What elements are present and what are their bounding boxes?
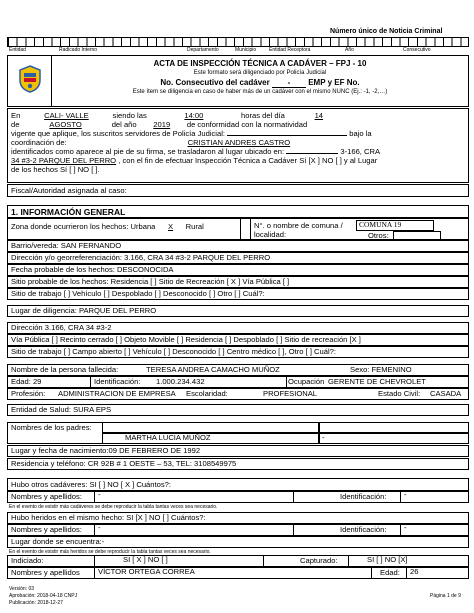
cad-nombres-label: Nombres y apellidos:	[11, 492, 82, 501]
padres-box-2	[319, 422, 469, 433]
year-field[interactable]: 2019	[153, 120, 171, 129]
prof-field[interactable]: ADMINISTRACION DE EMPRESA	[58, 389, 176, 398]
zona-line	[11, 223, 204, 232]
nacimiento-row: Lugar y fecha de nacimiento:09 DE FEBRERO DE 1992	[7, 445, 469, 457]
padre-2-field[interactable]: -	[319, 433, 469, 444]
padres-label: Nombres de los padres:	[11, 423, 92, 432]
coordinator-field[interactable]: CRISTIAN ANDRES CASTRO	[187, 138, 291, 147]
barrio-row: Barrio/vereda: SAN FERNANDO	[7, 240, 469, 252]
intro-line-7	[11, 165, 465, 175]
horas-label: horas del día	[241, 111, 285, 120]
de-label: de	[11, 120, 20, 129]
prof-label: Profesión:	[11, 389, 46, 398]
ind-edad-label: Edad:	[380, 568, 400, 577]
esc-label: Escolaridad:	[186, 389, 228, 398]
ident-field[interactable]: 1.000.234.432	[156, 377, 205, 386]
residencia-row: Residencia y teléfono: CR 92B # 1 OESTE – 53, TEL: 3108549975	[7, 458, 469, 470]
consecutivo-label: No. Consecutivo del cadáver	[160, 78, 270, 87]
inspeccion-si-no[interactable]: Sí [X ] NO [ ] y al Lugar	[299, 156, 378, 165]
ocup-label: Ocupación	[288, 377, 325, 386]
del-ano-label: del año	[111, 120, 137, 129]
nunc-code-grid	[7, 37, 469, 47]
ind-nombres-field[interactable]: VÍCTOR ORTEGA CORREA	[94, 567, 372, 579]
address-code: 3-166, CRA	[340, 147, 381, 156]
fecha-row: Fecha probable de los hechos: DESCONOCIDA	[7, 264, 469, 276]
capturado-label: Capturado:	[300, 556, 338, 565]
edad-field[interactable]: Edad: 29	[11, 377, 42, 386]
cad-nombres-field[interactable]: -	[94, 491, 294, 503]
urbana-field[interactable]: X	[167, 222, 174, 231]
cad-ident-field[interactable]: -	[400, 491, 468, 503]
her-ident-field[interactable]: -	[400, 524, 468, 536]
ocup-field[interactable]: GERENTE DE CHEVROLET	[328, 377, 426, 386]
zona-row	[7, 218, 469, 240]
consecutivo-line	[52, 78, 468, 88]
nunc-label-row	[7, 47, 469, 54]
sitio-trabajo-row-2[interactable]: Sitio de trabajo [ ] Campo abierto [ ] Vehículo [ ] Desconocido [ ] Centro médico [ ], Otro [ ] Cuál?:	[7, 346, 469, 358]
lugar-diligencia-row: Lugar de diligencia: PARQUE DEL PERRO	[7, 305, 469, 317]
label-consecutivo: Consecutivo	[403, 47, 431, 53]
siendo-label: siendo las	[112, 111, 147, 120]
servidores-field[interactable]	[227, 135, 347, 136]
form-subtitle: Este formato será diligenciado por Policía Judicial	[193, 70, 327, 76]
bajo-la-label: bajo la	[349, 129, 372, 138]
heridos-row[interactable]: Hubo heridos en el mismo hecho: SI [X ] NO [ ] Cuántos?:	[7, 512, 469, 524]
direccion-2-row: Dirección 3.166, CRA 34 #3-2	[7, 322, 469, 334]
city-field[interactable]: CALI- VALLE	[44, 111, 89, 120]
otros-field[interactable]	[393, 231, 441, 240]
padre-1-field[interactable]: MARTHA LUCIA MUÑOZ	[102, 433, 319, 444]
hour-field[interactable]: 14:00	[184, 111, 204, 120]
label-departamento: Departamento	[187, 47, 219, 53]
intro-block	[7, 108, 469, 183]
civil-field[interactable]: CASADA	[430, 389, 462, 398]
lugar-hechos-si-no[interactable]: de los hechos Sí [ ] NO [ ].	[11, 165, 100, 174]
comuna-label: N°. o nombre de comuna / localidad:	[254, 221, 343, 239]
logo-cell	[8, 56, 52, 106]
fin-label: , con el fin de efectuar Inspección Técnica a Cadáver	[118, 156, 298, 165]
sitio-probable-row[interactable]: Sitio probable de los hechos: Residencia [ ] Sitio de Recreación [ X ] Vía Pública [ ]	[7, 276, 469, 288]
indiciado-label: Indiciado:	[11, 556, 44, 565]
numero-unico-title: Número único de Noticia Criminal	[330, 28, 443, 35]
coordinacion-label: coordinación de:	[11, 138, 67, 147]
fallecida-label: Nombre de la persona fallecida:	[11, 365, 119, 374]
profesion-row	[7, 388, 469, 400]
zona-divider-2	[250, 219, 251, 239]
footer-page: Página 1 de 9	[430, 593, 461, 599]
direccion-row: Dirección y/o georreferenciación: 3.166, CRA 34 #3-2 PARQUE DEL PERRO	[7, 252, 469, 264]
ident-label: Identificación:	[94, 377, 141, 386]
ind-edad-field[interactable]: 26	[406, 567, 468, 579]
en-label: En	[11, 111, 21, 120]
her-nombres-label: Nombres y apellidos:	[11, 525, 82, 534]
indiciado-nombres-row	[7, 567, 469, 579]
rural-label: Rural	[185, 222, 204, 231]
edad-divider	[90, 377, 91, 387]
label-entidad-receptora: Entidad Receptora	[269, 47, 311, 53]
identificados-label: identificados como aparece al pie de su firma, se trasladaron al lugar ubicado en:	[11, 147, 285, 156]
consecutivo-note: Este ítem se diligencia en caso de haber más de un cadáver con el mismo NUNC (Ej.: -1, -2,…)	[132, 89, 388, 95]
urbana-label: Urbana	[130, 222, 156, 231]
title-block	[7, 55, 469, 107]
lugar-field[interactable]	[286, 153, 338, 154]
esc-field[interactable]: PROFESIONAL	[263, 389, 318, 398]
otros-label: Otros:	[368, 231, 389, 240]
zona-label: Zona donde ocurrieron los hechos:	[11, 222, 129, 231]
civil-label: Estado Civil:	[378, 389, 421, 398]
section-1-title: 1. INFORMACIÓN GENERAL	[7, 205, 469, 218]
fiscal-row	[7, 184, 469, 197]
donde-row[interactable]: Lugar donde se encuentra:-	[7, 536, 469, 548]
heridos-nombres-row	[7, 524, 469, 536]
normatividad-label: de conformidad con la normatividad	[186, 120, 308, 129]
label-ano: Año	[345, 47, 354, 53]
address-field[interactable]: 34 #3-2 PARQUE DEL PERRO	[11, 156, 117, 165]
sexo-field[interactable]: Sexo: FEMENINO	[350, 365, 412, 374]
via-publica-row[interactable]: Vía Pública [ ] Recinto cerrado [ ] Objeto Movible [ ] Residencia [ ] Despoblado [ ] Sitio de recreación [X ]	[7, 334, 469, 346]
indiciado-field[interactable]: SI [ X ] NO [ ]	[94, 555, 264, 567]
ocup-divider	[286, 377, 287, 387]
capturado-field[interactable]: SI [ ] NO [X]	[348, 555, 468, 567]
cadaveres-note: En el evento de existir más cadáveres se debe reproducir la tabla tantas veces sea necesario.	[9, 504, 218, 510]
label-entidad: Entidad	[9, 47, 26, 53]
her-nombres-field[interactable]: -	[94, 524, 294, 536]
ind-nombres-label: Nombres y apellidos	[11, 568, 80, 577]
label-municipio: Municipio	[235, 47, 257, 53]
comuna-field[interactable]: COMUNA 19	[356, 220, 434, 231]
day-field[interactable]: 14	[314, 111, 324, 120]
sitio-trabajo-row-1[interactable]: Sitio de trabajo [ ] Vehículo [ ] Despoblado [ ] Desconocido [ ] Otro [ ] Cuál?:	[7, 288, 469, 300]
fallecida-name[interactable]: TERESA ANDREA CAMACHO MUÑOZ	[146, 365, 280, 374]
cad-ident-label: Identificación:	[340, 492, 387, 501]
salud-row: Entidad de Salud: SURA EPS	[7, 404, 469, 416]
emp-label: EMP y EF No.	[308, 78, 360, 87]
fiscalia-logo-icon	[18, 64, 42, 94]
edad-row	[7, 376, 469, 388]
label-radicado: Radicado Interno	[59, 47, 98, 53]
servidores-label: vigente que aplique, los suscritos servidores de Policía Judicial:	[11, 129, 226, 138]
zona-divider-1	[240, 219, 241, 239]
cadaveres-nombres-row	[7, 491, 469, 503]
footer-publicacion: Publicación: 2018-12-27	[9, 600, 63, 606]
month-field[interactable]: AGOSTO	[49, 120, 82, 129]
fiscal-label: Fiscal/Autoridad asignada al caso:	[11, 186, 127, 195]
form-title: ACTA DE INSPECCIÓN TÉCNICA A CADÁVER – FPJ - 10	[153, 59, 367, 68]
her-ident-label: Identificación:	[340, 525, 387, 534]
padres-row	[7, 422, 469, 444]
footer-version: Versión: 03	[9, 586, 35, 592]
padres-box-1	[102, 422, 319, 433]
fallecida-row	[7, 364, 469, 376]
footer-aprobacion: Aprobación: 2018-04-18 CNPJ	[9, 593, 78, 599]
indiciado-row	[7, 555, 469, 567]
consecutivo-field[interactable]: -	[272, 78, 306, 88]
heridos-note: En el evento de existir más heridos se debe reproducir la tabla tantas veces sea necesario.	[9, 549, 211, 555]
otros-cadaveres-row[interactable]: Hubo otros cadáveres: SI [ ] NO [ X ] Cuántos?:	[7, 478, 469, 491]
